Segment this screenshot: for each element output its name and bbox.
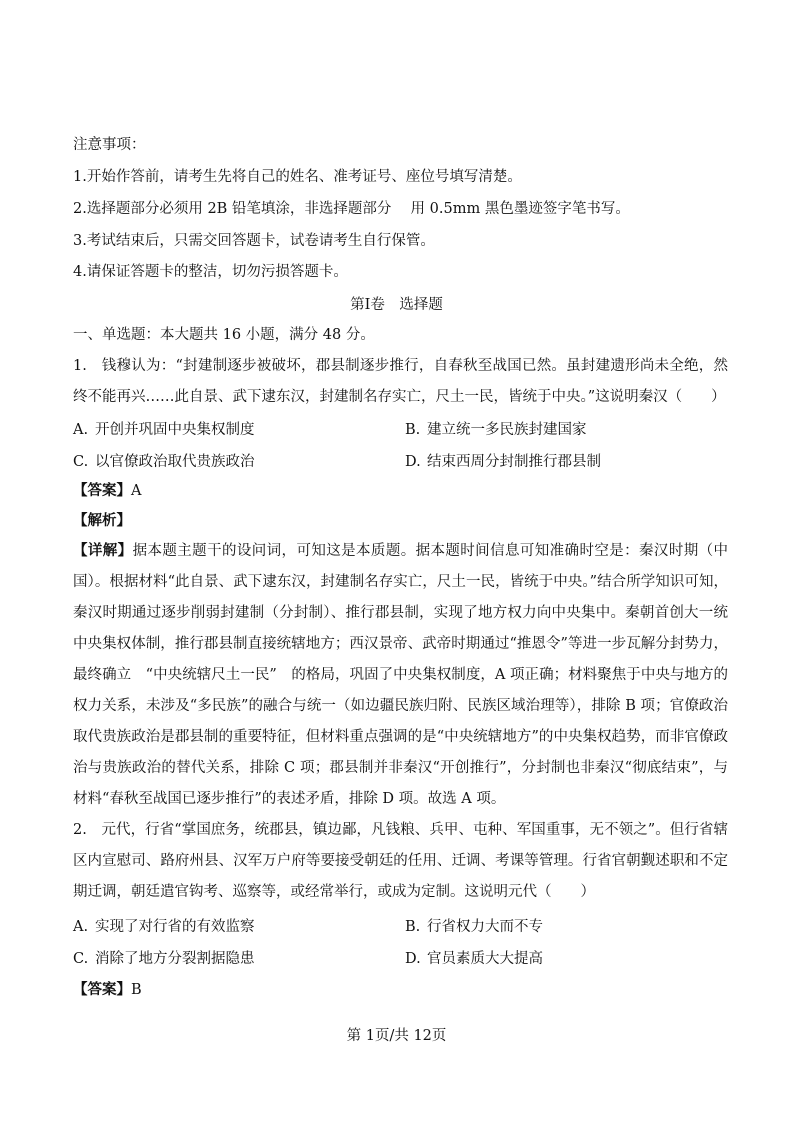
question-2-option-a xyxy=(73,915,255,936)
question-2-option-c xyxy=(73,947,255,968)
question-2-option-d xyxy=(405,947,543,968)
question-2-options-row-2 xyxy=(73,947,733,969)
option-text: 以官僚政治取代贵族政治 xyxy=(95,454,255,470)
option-letter: C. xyxy=(73,951,89,967)
notice-item-1: 1.开始作答前，请考生先将自己的姓名、准考证号、座位号填写清楚。 xyxy=(73,169,522,185)
question-2-answer xyxy=(73,980,733,1000)
page-footer: 第 1页/共 12页 xyxy=(346,1028,447,1044)
question-1-option-c xyxy=(73,450,255,471)
question-1-answer xyxy=(73,481,733,501)
option-letter: C. xyxy=(73,454,89,470)
option-letter: A. xyxy=(73,919,89,935)
section-subtitle: 一、单选题：本大题共 16 小题，满分 48 分。 xyxy=(73,327,375,343)
question-2-options-row-1 xyxy=(73,915,733,937)
option-text: 实现了对行省的有效监察 xyxy=(95,919,255,935)
question-1-options-row-1 xyxy=(73,418,733,440)
option-letter: A. xyxy=(73,422,89,438)
option-text: 官员素质大大提高 xyxy=(427,951,543,967)
question-1-option-a xyxy=(73,418,255,439)
option-text: 开创并巩固中央集权制度 xyxy=(95,422,255,438)
notice-heading: 注意事项： xyxy=(73,137,146,153)
answer-value: B xyxy=(131,982,142,998)
question-1-option-d xyxy=(405,450,601,471)
option-letter: D. xyxy=(405,951,421,967)
notice-item-3: 3.考试结束后，只需交回答题卡，试卷请考生自行保管。 xyxy=(73,233,435,249)
option-letter: D. xyxy=(405,454,421,470)
option-text: 建立统一多民族封建国家 xyxy=(427,422,587,438)
notice-item-2: 2.选择题部分必须用 2B 铅笔填涂，非选择题部分 用 0.5mm 黑色墨迹签字笔书写。 xyxy=(73,201,630,217)
question-1-detail xyxy=(73,536,728,815)
detail-text: 据本题主题干的设问词，可知这是本质题。据本题时间信息可知准确时空是：秦汉时期（中国）。根据材料“此自景、武下逮东汉，封建制名存实亡，尺土一民，皆统于中央。”结合所学知识可知，秦汉时期通过逐步削弱封建制（分封制）、推行郡县制，实现了地方权力向中央集中。秦朝首创大一统中央集权体制，推行郡县制直接统辖地方；西汉景帝、武帝时期通过“推恩令”等进一步瓦解分封势力，最终确立 “中央统辖尺土一民” 的格局，巩固了中央集权制度，A 项正确；材料聚焦于中央与地方的权力关系，未涉及“多民族”的融合与统一（如边疆民族归附、民族区域治理等），排除 B 项；官僚政治取代贵族政治是郡县制的重要特征，但材料重点强调的是“中央统辖地方”的中央集权趋势，而非官僚政治与贵族政治的替代关系，排除 C 项；郡县制并非秦汉“开创推行”，分封制也非秦汉“彻底结束”，与材料“春秋至战国已逐步推行”的表述矛盾，排除 D 项。故选 A 项。 xyxy=(73,543,729,807)
question-1-option-b xyxy=(405,418,587,439)
notice-item-4: 4.请保证答题卡的整洁，切勿污损答题卡。 xyxy=(73,264,348,280)
answer-value: A xyxy=(131,483,142,499)
option-text: 行省权力大而不专 xyxy=(427,919,543,935)
option-text: 消除了地方分裂割据隐患 xyxy=(95,951,255,967)
analysis-tag: 【解析】 xyxy=(73,513,131,529)
question-1-stem: 1. 钱穆认为：“封建制逐步被破坏，郡县制逐步推行，自春秋至战国已然。虽封建遗形尚未全绝，然终不能再兴……此自景、武下逮东汉，封建制名存实亡，尺土一民，皆统于中央。”这说明秦汉（ ） xyxy=(73,358,728,405)
question-1-options-row-2 xyxy=(73,450,733,472)
answer-tag: 【答案】 xyxy=(73,483,131,499)
answer-tag: 【答案】 xyxy=(73,982,131,998)
question-2-option-b xyxy=(405,915,543,936)
option-letter: B. xyxy=(405,422,421,438)
section-title: 第Ⅰ卷 选择题 xyxy=(350,297,443,313)
option-text: 结束西周分封制推行郡县制 xyxy=(427,454,601,470)
detail-tag: 【详解】 xyxy=(73,543,133,559)
option-letter: B. xyxy=(405,919,421,935)
question-2-stem: 2. 元代，行省“掌国庶务，统郡县，镇边鄙，凡钱粮、兵甲、屯种、军国重事，无不领之”。但行省辖区内宣慰司、路府州县、汉军万户府等要接受朝廷的任用、迁调、考课等管理。行省官朝觐述职和不定期迁调，朝廷遣官钩考、巡察等，或经常举行，或成为定制。这说明元代（ ） xyxy=(73,822,728,900)
question-1-analysis-tag xyxy=(73,511,733,531)
